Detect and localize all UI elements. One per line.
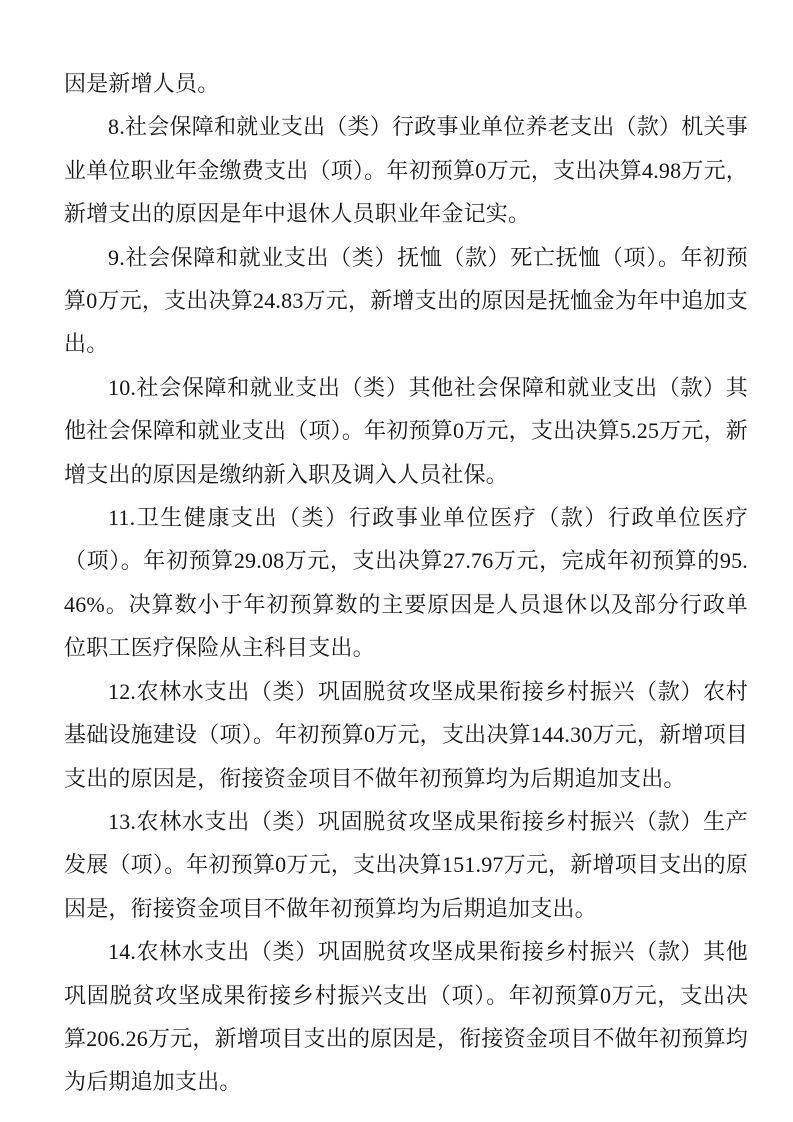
paragraph-item-10: 10.社会保障和就业支出（类）其他社会保障和就业支出（款）其他社会保障和就业支出（项）。年初预算0万元，支出决算5.25万元，新增支出的原因是缴纳新入职及调入人员社保。: [64, 374, 748, 487]
paragraph-item-9: 9.社会保障和就业支出（类）抚恤（款）死亡抚恤（项）。年初预算0万元，支出决算24.83万元，新增支出的原因是抚恤金为年中追加支出。: [64, 244, 748, 357]
paragraph-item-8: 8.社会保障和就业支出（类）行政事业单位养老支出（款）机关事业单位职业年金缴费支出（项）。年初预算0万元，支出决算4.98万元，新增支出的原因是年中退休人员职业年金记实。: [64, 114, 748, 227]
paragraph-item-14: 14.农林水支出（类）巩固脱贫攻坚成果衔接乡村振兴（款）其他巩固脱贫攻坚成果衔接乡村振兴支出（项）。年初预算0万元，支出决算206.26万元，新增项目支出的原因是，衔接资金项目不做年初预算均为后期追加支出。: [64, 939, 748, 1095]
paragraph-item-13: 13.农林水支出（类）巩固脱贫攻坚成果衔接乡村振兴（款）生产发展（项）。年初预算0万元，支出决算151.97万元，新增项目支出的原因是，衔接资金项目不做年初预算均为后期追加支出。: [64, 808, 748, 921]
paragraph-item-12: 12.农林水支出（类）巩固脱贫攻坚成果衔接乡村振兴（款）农村基础设施建设（项）。年初预算0万元，支出决算144.30万元，新增项目支出的原因是，衔接资金项目不做年初预算均为后期追加支出。: [64, 678, 748, 791]
paragraph-continuation: 因是新增人员。: [64, 71, 220, 96]
paragraph-item-11: 11.卫生健康支出（类）行政事业单位医疗（款）行政单位医疗（项）。年初预算29.08万元，支出决算27.76万元，完成年初预算的95.46%。决算数小于年初预算数的主要原因是人员退休以及部分行政单位职工医疗保险从主科目支出。: [64, 505, 748, 661]
